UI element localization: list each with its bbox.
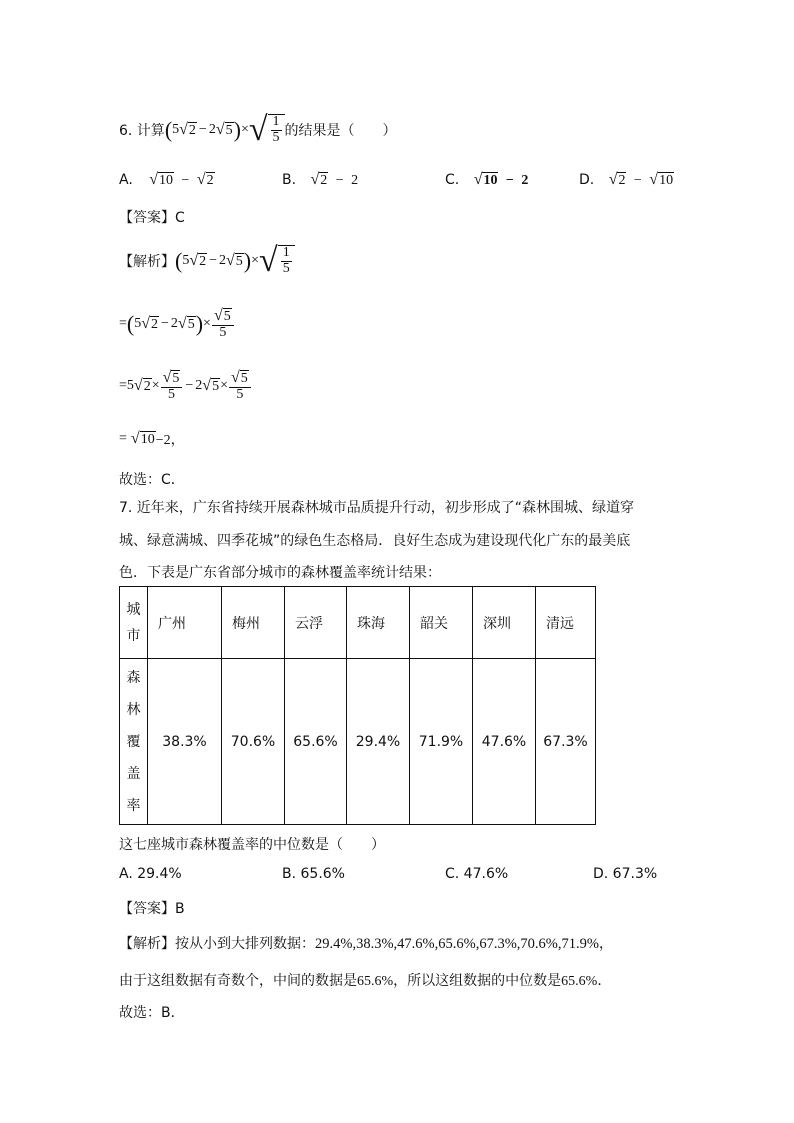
- rate-cell: 65.6%: [285, 659, 347, 825]
- header-cell-rate: 森 林 覆 盖 率: [120, 659, 148, 825]
- times: ×: [240, 122, 249, 137]
- q7-answer: 【答案】B: [119, 901, 185, 917]
- q6-analysis-2: = ( 5 √ 2 − 2 √ 5 ) × √ 5 5: [119, 308, 235, 340]
- q7-option-b: B. 65.6%: [282, 866, 345, 882]
- city-cell: 韶关: [410, 587, 473, 659]
- analysis-label: 【解析】: [119, 254, 175, 270]
- sqrt: √ 2: [179, 120, 196, 138]
- q7-analysis-2: 由于这组数据有奇数个，中间的数据是65.6%，所以这组数据的中位数是65.6%．: [119, 973, 612, 989]
- q6-analysis-4: = √ 10 −2，: [119, 429, 185, 448]
- q6-option-d: D. √ 2 − √ 10: [579, 171, 674, 188]
- minus: −: [198, 122, 207, 137]
- sorted-data: 29.4%,38.3%,47.6%,65.6%,67.3%,70.6%,71.9%，: [315, 936, 614, 952]
- q7-option-c: C. 47.6%: [445, 866, 509, 882]
- rate-cell: 70.6%: [222, 659, 285, 825]
- coverage-table: [119, 586, 596, 825]
- q7-line-2: 城、绿意满城、四季花城”的绿色生态格局．良好生态成为建设现代化广东的最美底: [119, 533, 631, 549]
- coef: 5: [172, 122, 180, 137]
- q6-suffix: 的结果是（ ）: [284, 123, 397, 139]
- rate-cell: 47.6%: [473, 659, 536, 825]
- city-cell: 清远: [536, 587, 596, 659]
- q6-option-c: C. √ 10 − 2: [445, 171, 529, 188]
- rate-cell: 29.4%: [347, 659, 410, 825]
- q7-option-a: A. 29.4%: [119, 866, 182, 882]
- analysis-text: 按从小到大排列数据：: [175, 936, 315, 952]
- q7-analysis-1: [119, 932, 613, 953]
- paren-open: (: [164, 117, 173, 142]
- q6-analysis-1: 【解析】 ( 5 √ 2 − 2 √ 5 ) × √ $\frac{1}{5}$: [119, 244, 295, 278]
- q6-option-a: A. √ 10 − √ 2: [119, 171, 214, 188]
- paren-close: ): [233, 117, 241, 142]
- q6-option-b: B. √ 2 − 2: [282, 171, 359, 188]
- city-cell: 深圳: [473, 587, 536, 659]
- big-radical: √: [248, 111, 268, 148]
- rate-cell: 71.9%: [410, 659, 473, 825]
- analysis-label: 【解析】: [119, 936, 175, 952]
- rate-cell: 67.3%: [536, 659, 596, 825]
- q7-line-3: 色．下表是广东省部分城市的森林覆盖率统计结果：: [119, 565, 441, 581]
- q6-prefix: 6. 计算: [119, 123, 165, 139]
- coef: 2: [208, 122, 216, 137]
- q7-line-1: 7. 近年来，广东省持续开展森林城市品质提升行动，初步形成了“森林围城、绿道穿: [119, 500, 635, 516]
- radicand: $\frac{1}{5}$: [268, 114, 285, 145]
- table-row: [120, 659, 596, 825]
- city-cell: 梅州: [222, 587, 285, 659]
- q7-option-d: D. 67.3%: [593, 866, 658, 882]
- rate-cell: 38.3%: [148, 659, 222, 825]
- city-cell: 珠海: [347, 587, 410, 659]
- city-cell: 广州: [148, 587, 222, 659]
- header-cell-city: 城 市: [120, 587, 148, 659]
- q6-answer: 【答案】C: [119, 210, 185, 226]
- q6-stem: [119, 113, 397, 147]
- city-cell: 云浮: [285, 587, 347, 659]
- sqrt: √ 5: [215, 120, 233, 138]
- q6-conclusion: 故选：C．: [119, 472, 185, 488]
- q7-question: 这七座城市森林覆盖率的中位数是（ ）: [119, 837, 385, 853]
- q6-analysis-3: = 5 √ 2 × √ 5 5 − 2 √ 5 × √ 5 5: [119, 370, 252, 402]
- table-row: [120, 587, 596, 659]
- q7-conclusion: 故选：B．: [119, 1005, 185, 1021]
